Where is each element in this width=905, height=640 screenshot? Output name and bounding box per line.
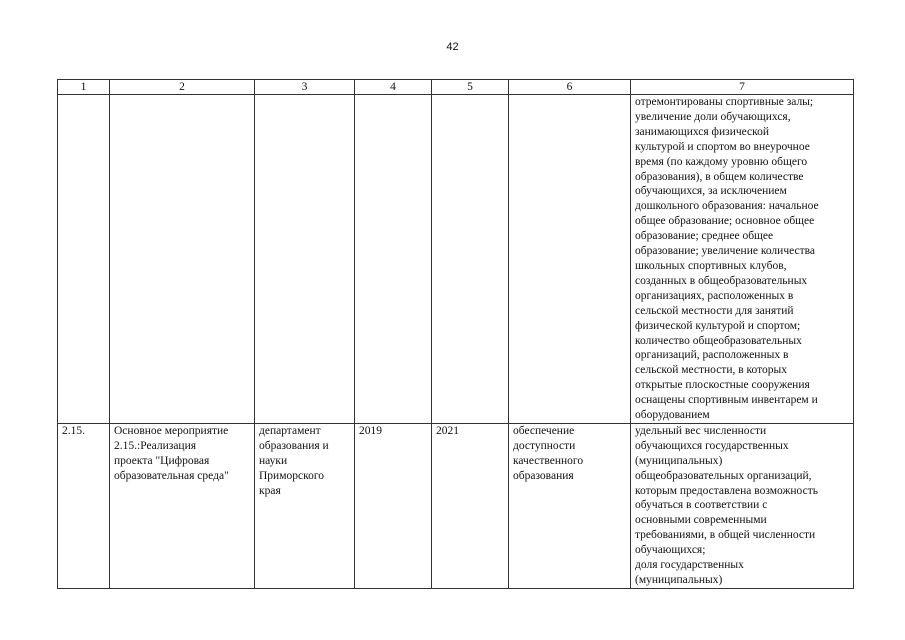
- start-year-cell: 2019: [355, 423, 432, 588]
- data-table: [57, 79, 854, 589]
- page-number: 42: [446, 41, 459, 53]
- executor-cell: департамент образования и науки Приморского края: [255, 423, 355, 588]
- indicators-cell: удельный вес численности обучающихся государственных (муниципальных) общеобразовательных организаций, которым предоставлена возможность обучаться в соответствии с основными современными требованиями, в общей численности обучающихся; доля государственных (муниципальных): [631, 423, 854, 588]
- column-header: 3: [255, 80, 355, 95]
- column-header: 7: [631, 80, 854, 95]
- result-cell: обеспечение доступности качественного образования: [509, 423, 631, 588]
- table-row: [58, 95, 854, 424]
- end-year-cell: 2021: [432, 423, 509, 588]
- column-header: 4: [355, 80, 432, 95]
- measure-cell: Основное мероприятие 2.15.:Реализация проекта "Цифровая образовательная среда": [110, 423, 255, 588]
- row-number-cell: 2.15.: [58, 423, 110, 588]
- column-header: 6: [509, 80, 631, 95]
- table-row: [58, 423, 854, 588]
- column-header: 2: [110, 80, 255, 95]
- indicators-cell: отремонтированы спортивные залы; увеличение доли обучающихся, занимающихся физической культурой и спортом во внеурочное время (по каждому уровню общего образования), в общем количестве обучающихся, за исключением дошкольного образования: начальное общее образование; основное общее образование; среднее общее образование; увеличение количества школьных спортивных клубов, созданных в общеобразовательных организациях, расположенных в сельской местности для занятий физической культурой и спортом; количество общеобразовательных организаций, расположенных в сельской местности, в которых открытые плоскостные сооружения оснащены спортивным инвентарем и оборудованием: [631, 95, 854, 424]
- column-header: 1: [58, 80, 110, 95]
- table-header-row: [58, 80, 854, 95]
- start-year-cell: [355, 95, 432, 424]
- measure-cell: [110, 95, 255, 424]
- result-cell: [509, 95, 631, 424]
- executor-cell: [255, 95, 355, 424]
- end-year-cell: [432, 95, 509, 424]
- column-header: 5: [432, 80, 509, 95]
- row-number-cell: [58, 95, 110, 424]
